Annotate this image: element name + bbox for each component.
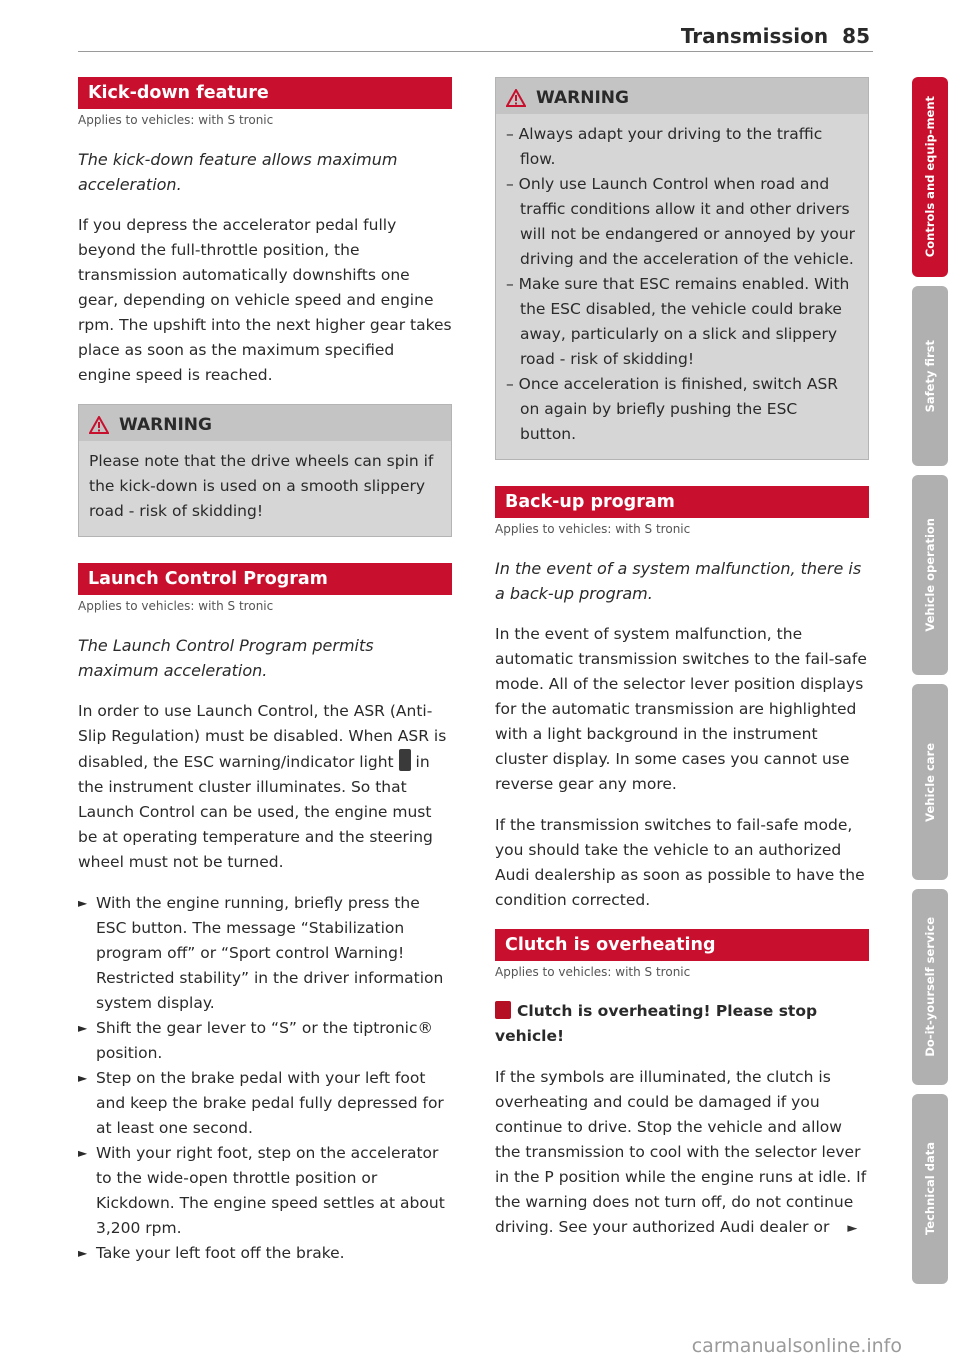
page-number: 85 — [842, 24, 870, 48]
backup-body-1: In the event of system malfunction, the automatic transmission switches to the fail-safe mode. All of the selector lever position displays for the automatic transmission are highlighted with a light background in the instrument cluster display. In some cases you cannot use reverse gear any more. — [495, 625, 867, 793]
tab-label: Do-it-yourself service — [922, 917, 937, 1057]
clutch-message-text: Clutch is overheating! Please stop vehicle! — [495, 1002, 818, 1045]
tab-vehicle-care[interactable] — [912, 684, 948, 880]
clutch-applies: Applies to vehicles: with S tronic — [495, 965, 691, 979]
launch-heading: Launch Control Program — [78, 563, 452, 595]
kickdown-heading: Kick-down feature — [78, 77, 452, 109]
warning-label: WARNING — [536, 88, 629, 108]
step-text: With the engine running, briefly press the ESC button. The message “Stabilization program off” or “Sport control Warning! Restricted stability” in the driver information system display. — [96, 894, 444, 1012]
continue-arrow-icon: ► — [847, 1221, 858, 1236]
kickdown-intro: The kick-down feature allows maximum acceleration. — [78, 150, 398, 194]
step-text: With your right foot, step on the accelerator to the wide-open throttle position or Kickdown. The engine speed settles at about 3,200 rpm. — [96, 1144, 445, 1237]
warning-title — [496, 78, 868, 114]
step-arrow-icon: ► — [78, 1021, 88, 1035]
kickdown-body: If you depress the accelerator pedal fully beyond the full-throttle position, the transmission automatically downshifts one gear, depending on vehicle speed and engine rpm. The upshift into the next higher gear takes place as soon as the maximum specified engine speed is reached. — [78, 216, 452, 384]
running-head — [681, 24, 870, 48]
launch-body-b: in the instrument cluster illuminates. So that Launch Control can be used, the engine must be at operating temperature and the steering wheel must not be turned. — [78, 753, 433, 871]
clutch-warning-icon — [495, 1001, 511, 1019]
list-item: – Always adapt your driving to the traffic flow. — [506, 125, 823, 168]
right-column — [495, 77, 869, 1257]
warning-text: Please note that the drive wheels can spin if the kick-down is used on a smooth slippery road - risk of skidding! — [89, 452, 434, 520]
chapter-tabs — [912, 77, 948, 1293]
launch-body-a: In order to use Launch Control, the ASR (Anti-Slip Regulation) must be disabled. When ASR is disabled, the ESC warning/indicator light — [78, 702, 447, 771]
tab-technical-data[interactable] — [912, 1094, 948, 1284]
warning-list — [496, 114, 868, 459]
list-item: – Once acceleration is finished, switch ASR on again by briefly pushing the ESC button. — [506, 375, 839, 443]
backup-intro: In the event of a system malfunction, there is a back-up program. — [495, 559, 862, 603]
step-text: Shift the gear lever to “S” or the tiptronic® position. — [96, 1019, 433, 1062]
warning-label: WARNING — [119, 415, 212, 435]
backup-heading: Back-up program — [495, 486, 869, 518]
warning-triangle-icon — [506, 89, 526, 107]
clutch-heading: Clutch is overheating — [495, 929, 869, 961]
launch-applies: Applies to vehicles: with S tronic — [78, 599, 274, 613]
step-text: Step on the brake pedal with your left foot and keep the brake pedal fully depressed for at least one second. — [96, 1069, 444, 1137]
tab-vehicle-operation[interactable] — [912, 475, 948, 675]
tab-label: Vehicle care — [922, 742, 937, 822]
tab-label: Technical data — [922, 1142, 937, 1236]
list-item — [78, 1141, 452, 1241]
clutch-message — [495, 999, 869, 1049]
step-arrow-icon: ► — [78, 1246, 88, 1260]
list-item: – Make sure that ESC remains enabled. With the ESC disabled, the vehicle could brake away, particularly on a slick and slippery road - risk of skidding! — [506, 275, 850, 368]
list-item — [78, 1241, 452, 1266]
step-text: Take your left foot off the brake. — [96, 1244, 345, 1262]
step-arrow-icon: ► — [78, 896, 88, 910]
backup-body-2: If the transmission switches to fail-safe mode, you should take the vehicle to an authorized Audi dealership as soon as possible to have the condition corrected. — [495, 816, 865, 909]
tab-label: Safety first — [922, 339, 937, 413]
header-rule — [78, 51, 873, 52]
section-title: Transmission — [680, 24, 829, 48]
watermark: carmanualsonline.info — [691, 1335, 902, 1357]
warning-box-kickdown — [78, 404, 452, 537]
launch-body — [78, 699, 452, 875]
tab-diy-service[interactable] — [912, 889, 948, 1085]
list-item — [78, 891, 452, 1016]
launch-steps — [78, 891, 452, 1266]
tab-label: Controls and equip-ment — [922, 96, 937, 258]
step-arrow-icon: ► — [78, 1146, 88, 1160]
step-arrow-icon: ► — [78, 1071, 88, 1085]
tab-label: Vehicle operation — [922, 518, 937, 632]
warning-triangle-icon — [89, 416, 109, 434]
clutch-body-text: If the symbols are illuminated, the clutch is overheating and could be damaged if you continue to drive. Stop the vehicle and allow the transmission to cool with the selector lever in the P position while the engine runs at idle. If the warning does not turn off, do not continue driving. See your authorized Audi dealer or — [495, 1068, 867, 1236]
list-item — [78, 1066, 452, 1141]
warning-box-launch — [495, 77, 869, 460]
clutch-body — [495, 1065, 869, 1241]
tab-safety[interactable] — [912, 286, 948, 466]
kickdown-applies: Applies to vehicles: with S tronic — [78, 113, 274, 127]
list-item — [78, 1016, 452, 1066]
launch-intro: The Launch Control Program permits maximum acceleration. — [78, 636, 374, 680]
tab-controls[interactable] — [912, 77, 948, 277]
left-column — [78, 77, 452, 1266]
warning-title — [79, 405, 451, 441]
esc-indicator-icon — [399, 749, 411, 771]
backup-applies: Applies to vehicles: with S tronic — [495, 522, 691, 536]
list-item: – Only use Launch Control when road and traffic conditions allow it and other drivers will not be endangered or annoyed by your driving and the acceleration of the vehicle. — [506, 175, 856, 268]
